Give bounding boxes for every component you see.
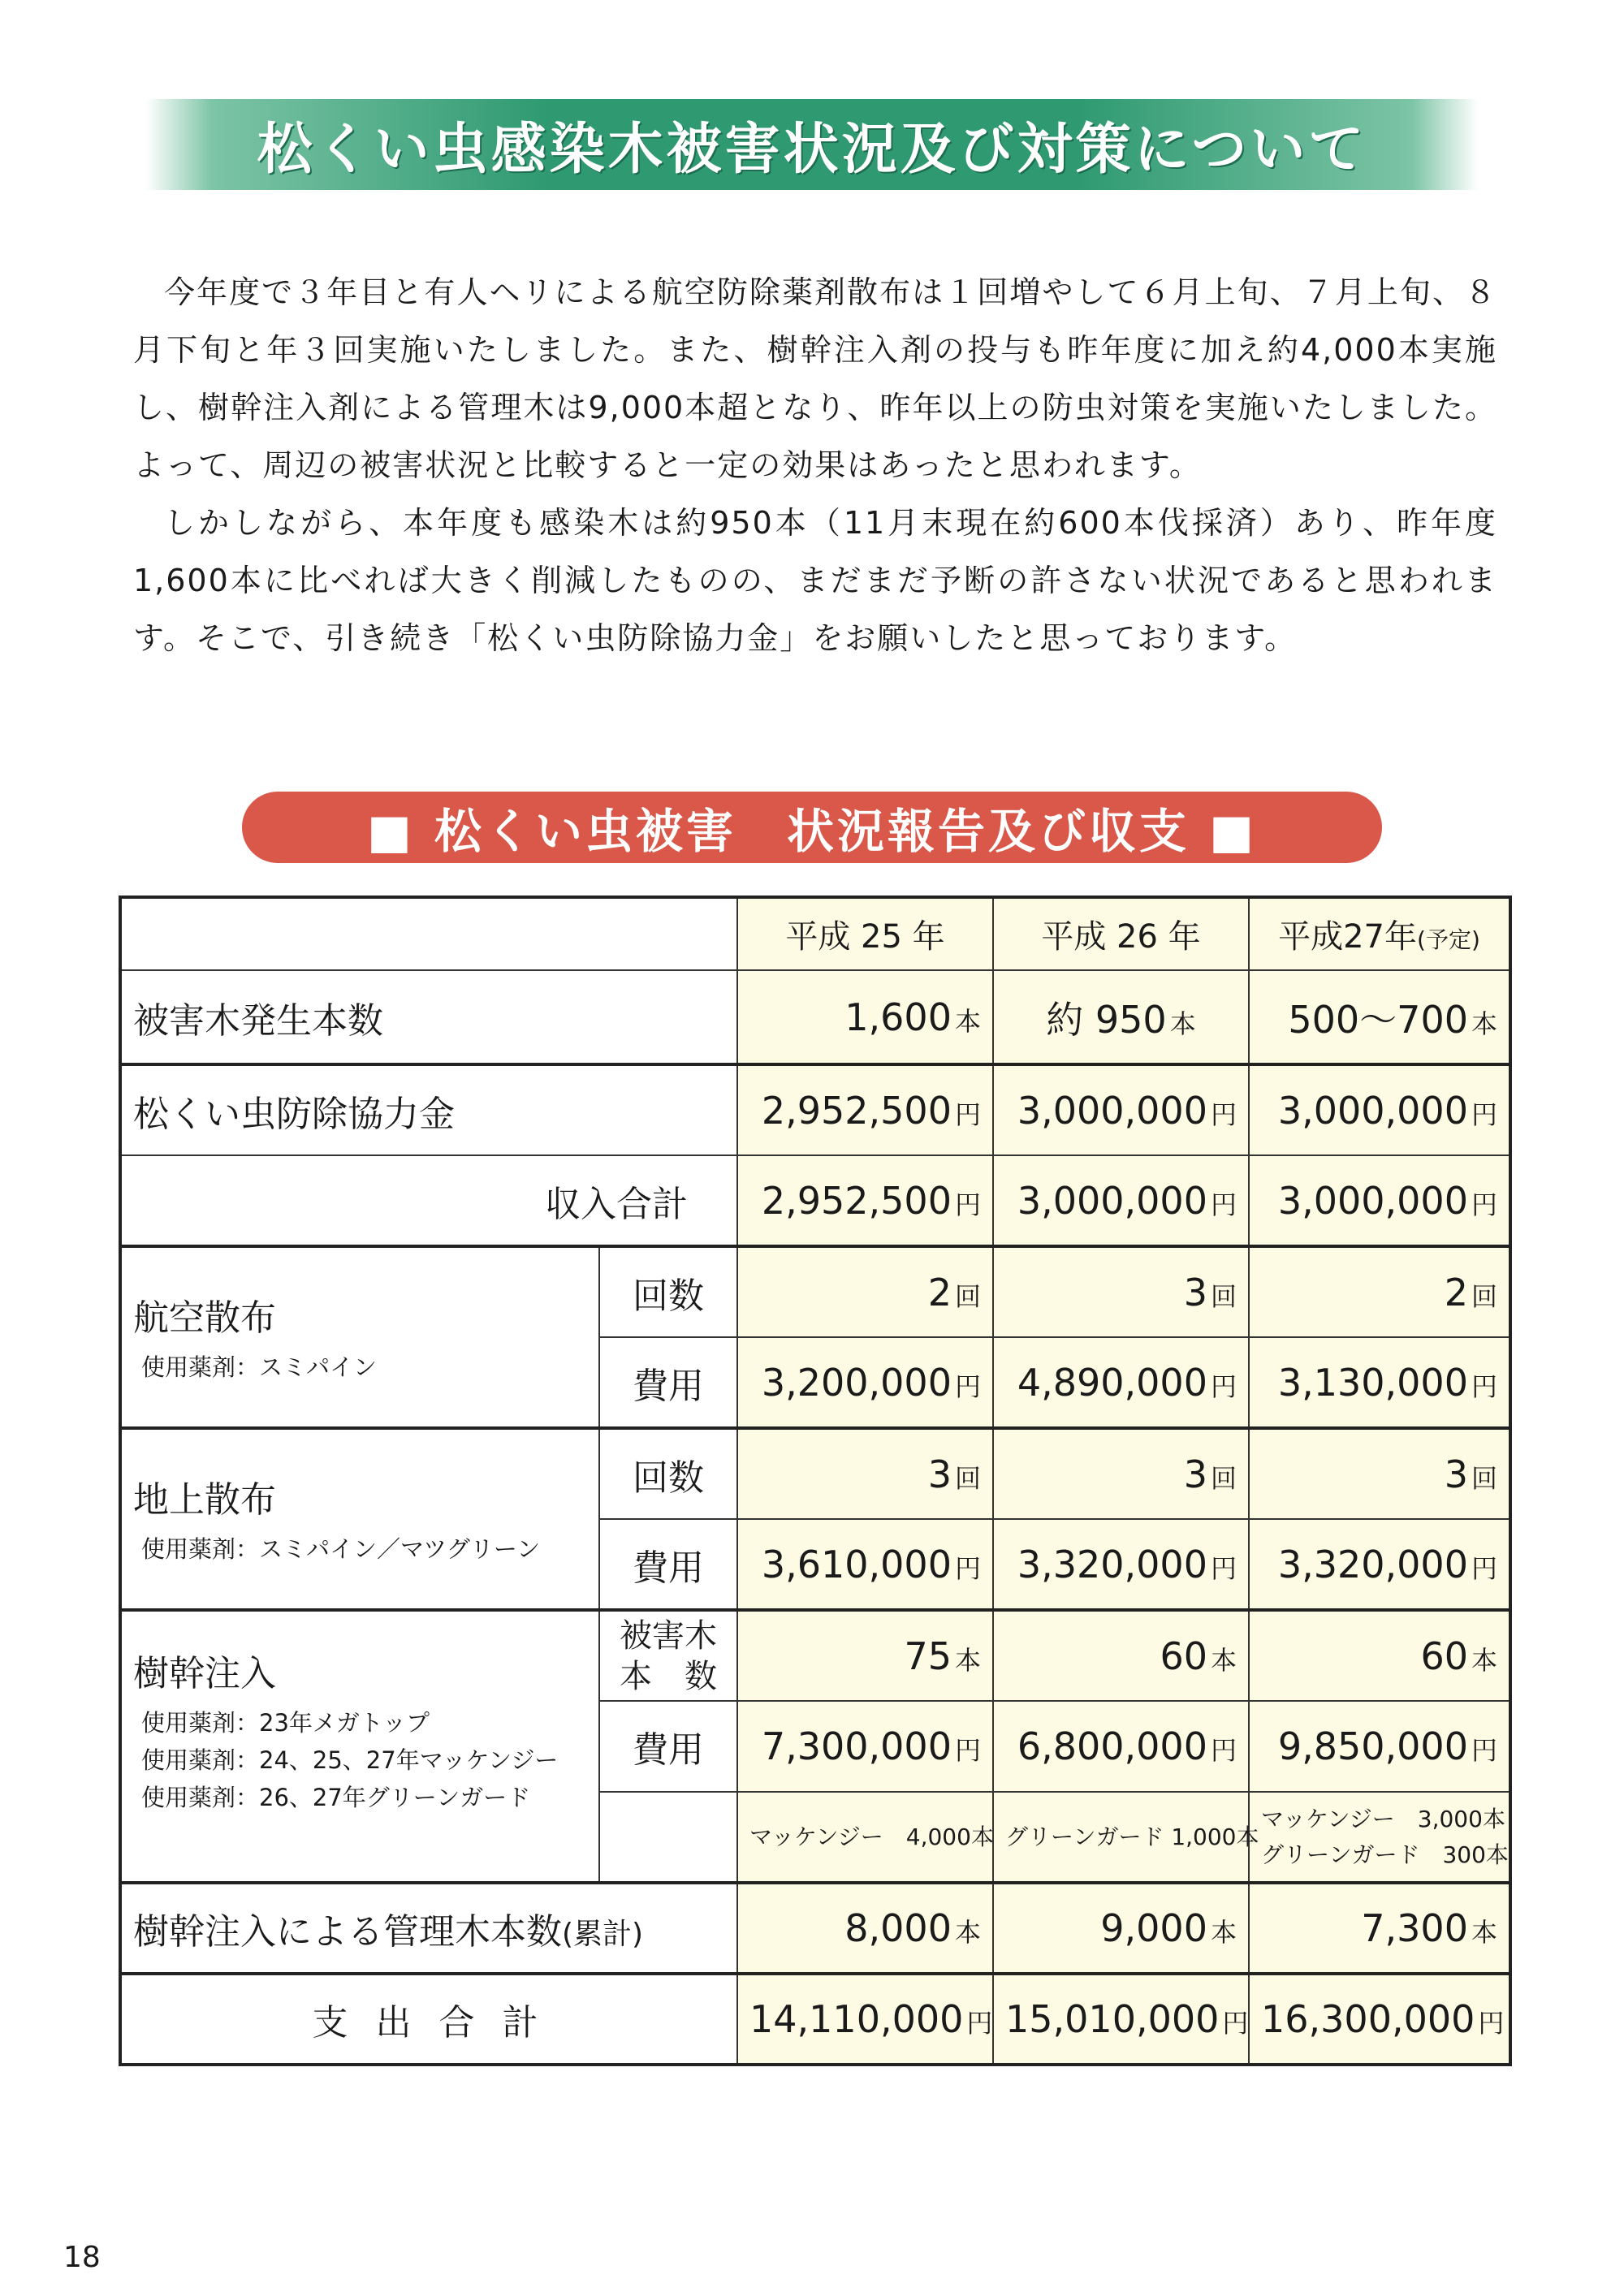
- ground-label-cell: [120, 1428, 599, 1610]
- row-expense-total: [120, 1974, 1510, 2065]
- managed-h27: 7,300 本: [1249, 1883, 1510, 1974]
- intro-paragraph-2: しかしながら、本年度も感染木は約950本（11月末現在約600本伐採済）あり、昨年度1,600本に比べれば大きく削減したものの、まだまだ予断の許さない状況であると思われます。そこで、引き続き「松くい虫防除協力金」をお願いしたと思っております。: [133, 505, 1497, 656]
- injection-trees-h25: 75 本: [737, 1610, 993, 1701]
- income-total-label: 収入合計: [120, 1155, 737, 1246]
- injection-cost-h27: 9,850,000 円: [1249, 1701, 1510, 1792]
- damage-label: 被害木発生本数: [120, 970, 737, 1064]
- intro-paragraph-1: 今年度で３年目と有人ヘリによる航空防除薬剤散布は１回増やして６月上旬、７月上旬、８月下旬と年３回実施いたしました。また、樹幹注入剤の投与も昨年度に加え約4,000本実施し、樹幹注入剤による管理木は9,000本超となり、昨年以上の防虫対策を実施いたしました。よって、周辺の被害状況と比較すると一定の効果はあったと思われます。: [133, 274, 1497, 483]
- aerial-label-cell: [120, 1246, 599, 1428]
- ground-count-h27: 3 回: [1249, 1428, 1510, 1519]
- expense-total-label: 支 出 合 計: [120, 1974, 737, 2065]
- title-banner: [146, 99, 1478, 190]
- aerial-count-label: 回数: [599, 1246, 737, 1337]
- header-year-h26: 平成 26 年: [993, 897, 1249, 970]
- income-h27: 3,000,000 円: [1249, 1155, 1510, 1246]
- injection-trees-h26: 60 本: [993, 1610, 1249, 1701]
- aerial-cost-h25: 3,200,000 円: [737, 1337, 993, 1428]
- injection-label: 樹幹注入: [133, 1653, 276, 1694]
- page-number: 18: [63, 2241, 101, 2274]
- injection-drug-list: [133, 1704, 587, 1816]
- managed-h25: 8,000 本: [737, 1883, 993, 1974]
- injection-notes-blank: [599, 1792, 737, 1883]
- ground-label: 地上散布: [133, 1479, 276, 1521]
- row-damage: [120, 970, 1510, 1064]
- income-h25: 2,952,500 円: [737, 1155, 993, 1246]
- table-title-banner: [242, 792, 1382, 863]
- aerial-cost-h26: 4,890,000 円: [993, 1337, 1249, 1428]
- aerial-cost-label: 費用: [599, 1337, 737, 1428]
- ground-cost-h27: 3,320,000 円: [1249, 1519, 1510, 1610]
- header-plan-note: (予定): [1417, 926, 1480, 953]
- approx-label: 約: [1046, 997, 1084, 1042]
- expense-h26: 15,010,000 円: [993, 1974, 1249, 2065]
- managed-h26: 9,000 本: [993, 1883, 1249, 1974]
- contribution-h27: 3,000,000 円: [1249, 1064, 1510, 1155]
- aerial-label: 航空散布: [133, 1297, 276, 1339]
- page-title: 松くい虫感染木被害状況及び対策について: [257, 117, 1367, 182]
- header-year-h27: 平成27年(予定): [1249, 897, 1510, 970]
- row-injection-trees: [120, 1610, 1510, 1701]
- injection-trees-h27: 60 本: [1249, 1610, 1510, 1701]
- ground-cost-h25: 3,610,000 円: [737, 1519, 993, 1610]
- aerial-count-h27: 2 回: [1249, 1246, 1510, 1337]
- header-row: [120, 897, 1510, 970]
- row-ground-count: [120, 1428, 1510, 1519]
- damage-h27: 500〜700 本: [1249, 970, 1510, 1064]
- header-blank: [120, 897, 737, 970]
- aerial-count-h25: 2 回: [737, 1246, 993, 1337]
- ground-drug: 使用薬剤：スミパイン／マツグリーン: [141, 1535, 541, 1563]
- injection-note-h25: マッケンジー 4,000本: [737, 1792, 993, 1883]
- income-h26: 3,000,000 円: [993, 1155, 1249, 1246]
- ground-cost-h26: 3,320,000 円: [993, 1519, 1249, 1610]
- expense-h27: 16,300,000 円: [1249, 1974, 1510, 2065]
- injection-drug-1: 使用薬剤：23年メガトップ: [141, 1709, 430, 1737]
- ground-count-h25: 3 回: [737, 1428, 993, 1519]
- intro-text: [133, 264, 1497, 667]
- damage-h25: 1,600 本: [737, 970, 993, 1064]
- injection-cost-h26: 6,800,000 円: [993, 1701, 1249, 1792]
- row-contribution: [120, 1064, 1510, 1155]
- managed-label-note: (累計): [562, 1918, 644, 1951]
- damage-h26: 約 950 本: [993, 970, 1249, 1064]
- ground-count-h26: 3 回: [993, 1428, 1249, 1519]
- injection-label-cell: [120, 1610, 599, 1883]
- row-income-total: [120, 1155, 1510, 1246]
- injection-drug-2: 使用薬剤：24、25、27年マッケンジー: [141, 1746, 559, 1774]
- expense-h25: 14,110,000 円: [737, 1974, 993, 2065]
- header-year-h25: 平成 25 年: [737, 897, 993, 970]
- aerial-cost-h27: 3,130,000 円: [1249, 1337, 1510, 1428]
- aerial-count-h26: 3 回: [993, 1246, 1249, 1337]
- aerial-drug: 使用薬剤：スミパイン: [141, 1353, 378, 1381]
- injection-cost-label: 費用: [599, 1701, 737, 1792]
- ground-count-label: 回数: [599, 1428, 737, 1519]
- contribution-label: 松くい虫防除協力金: [120, 1064, 737, 1155]
- table-title: ■ 松くい虫被害 状況報告及び収支 ■: [367, 804, 1257, 859]
- injection-trees-label: 被害木 本 数: [599, 1610, 737, 1701]
- contribution-h26: 3,000,000 円: [993, 1064, 1249, 1155]
- injection-drug-3: 使用薬剤：26、27年グリーンガード: [141, 1784, 531, 1811]
- injection-note-h26: グリーンガード 1,000本: [993, 1792, 1249, 1883]
- contribution-h25: 2,952,500 円: [737, 1064, 993, 1155]
- ground-cost-label: 費用: [599, 1519, 737, 1610]
- row-aerial-count: [120, 1246, 1510, 1337]
- injection-cost-h25: 7,300,000 円: [737, 1701, 993, 1792]
- injection-note-h27: マッケンジー 3,000本 グリーンガード 300本: [1249, 1792, 1510, 1883]
- managed-label: 樹幹注入による管理木本数(累計): [120, 1883, 737, 1974]
- row-managed-trees: [120, 1883, 1510, 1974]
- report-table: [119, 896, 1512, 2066]
